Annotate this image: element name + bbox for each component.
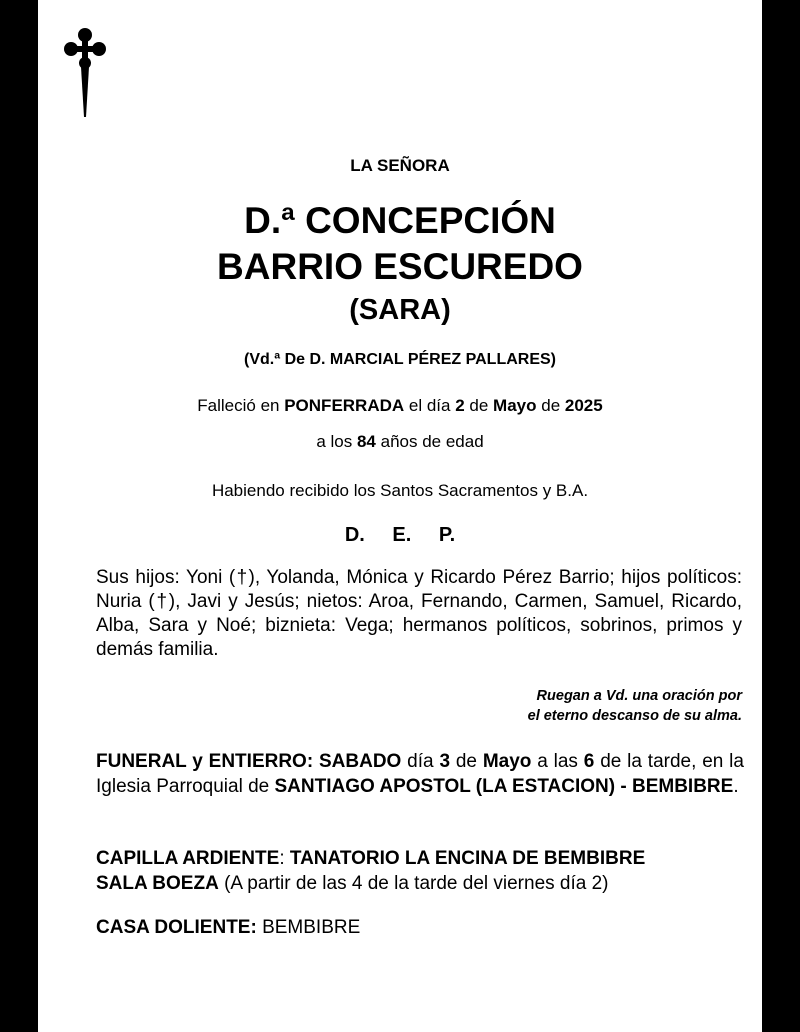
casa-info xyxy=(96,917,360,939)
casa-place: BEMBIBRE xyxy=(256,917,361,938)
death-info: Falleció en PONFERRADA el día 2 de Mayo de 2025 xyxy=(197,396,603,415)
santiago-cross-icon xyxy=(62,27,108,119)
dep-text: D. E. P. xyxy=(344,524,456,546)
funeral-info: FUNERAL y ENTIERRO: SABADO día 3 de Mayo a las 6 de la tarde, en la Iglesia Parroquial de SANTIAGO APOSTOL (LA ESTACION) - BEMBIBRE. xyxy=(96,751,744,797)
capilla-label: CAPILLA ARDIENTE xyxy=(96,848,280,869)
capilla-note: (A partir de las 4 de la tarde del viernes día 2) xyxy=(218,873,609,894)
deceased-name-line2: BARRIO ESCUREDO xyxy=(217,246,583,287)
death-year: 2025 xyxy=(564,396,603,415)
death-month: Mayo xyxy=(493,396,537,415)
widow-of: (Vd.ª De D. MARCIAL PÉREZ PALLARES) xyxy=(243,351,556,368)
funeral-church: SANTIAGO APOSTOL (LA ESTACION) - BEMBIBRE xyxy=(274,776,734,797)
deceased-nickname: (SARA) xyxy=(349,294,451,326)
prayer-line1: Ruegan a Vd. una oración por xyxy=(536,688,742,704)
death-day: 2 xyxy=(455,396,465,415)
age-years: 84 xyxy=(356,432,376,451)
deceased-name-line1: D.ª CONCEPCIÓN xyxy=(244,200,556,241)
funeral-label: FUNERAL y ENTIERRO: SABADO xyxy=(96,751,402,772)
prayer-request xyxy=(528,686,742,726)
capilla-room: SALA BOEZA xyxy=(96,873,219,894)
heading: LA SEÑORA xyxy=(350,156,450,175)
age-info: a los 84 años de edad xyxy=(316,432,484,451)
sacraments-text: Habiendo recibido los Santos Sacramentos y B.A. xyxy=(211,481,589,500)
prayer-line2: el eterno descanso de su alma. xyxy=(527,708,742,724)
capilla-place: TANATORIO LA ENCINA DE BEMBIBRE xyxy=(289,848,646,869)
family-text: Sus hijos: Yoni (†), Yolanda, Mónica y Ricardo Pérez Barrio; hijos políticos: Nuria (†), Javi y Jesús; nietos: Aroa, Fernando, Carmen, Samuel, Ricardo, Alba, Sara y Noé; biznieta: Vega; hermanos políticos, sobrinos, primos y demás familia. xyxy=(96,567,742,660)
capilla-info: CAPILLA ARDIENTE: TANATORIO LA ENCINA DE BEMBIBRE SALA BOEZA (A partir de las 4 de la tarde del viernes día 2) xyxy=(96,848,646,894)
casa-label: CASA DOLIENTE: xyxy=(96,917,257,938)
death-place: PONFERRADA xyxy=(284,396,405,415)
